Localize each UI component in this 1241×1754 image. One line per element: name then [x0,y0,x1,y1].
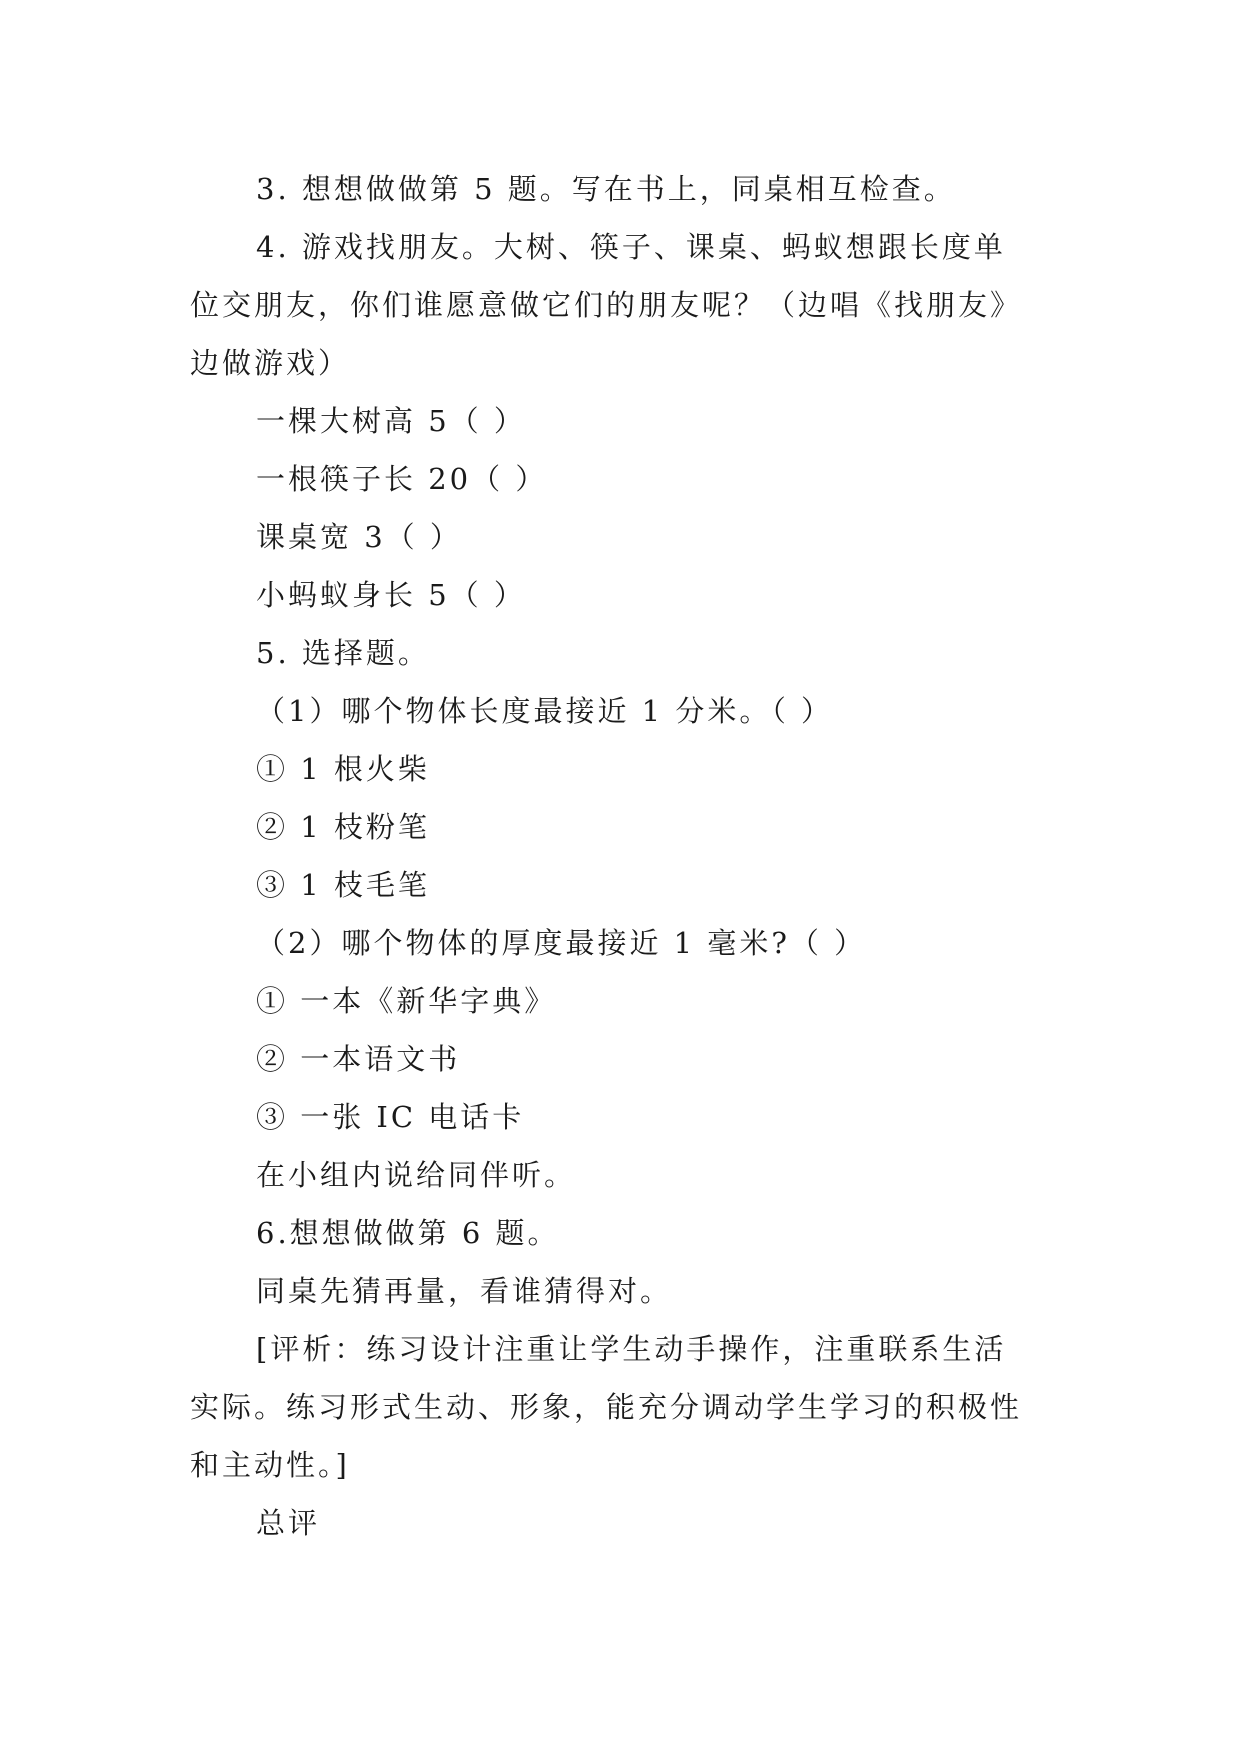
text-line: 6.想想做做第 6 题。 [256,1216,560,1250]
text-line: ① 1 根火柴 [256,752,430,786]
text-line: 在小组内说给同伴听。 [256,1158,577,1192]
text-line: ② 1 枝粉笔 [256,810,430,844]
text-line: （2）哪个物体的厚度最接近 1 毫米?（ ） [256,926,867,960]
text-line: 位交朋友，你们谁愿意做它们的朋友呢？（边唱《找朋友》 [190,288,1023,322]
text-line: ③ 一张 IC 电话卡 [256,1100,525,1134]
text-line: 实际。练习形式生动、形象，能充分调动学生学习的积极性 [190,1390,1023,1424]
text-line: 边做游戏） [190,346,351,380]
text-line: ① 一本《新华字典》 [256,984,557,1018]
text-line: 4. 游戏找朋友。大树、筷子、课桌、蚂蚁想跟长度单 [256,230,1006,264]
document-body [190,160,1050,1552]
text-line: ③ 1 枝毛笔 [256,868,430,902]
text-line: ② 一本语文书 [256,1042,461,1076]
text-line: 课桌宽 3（ ） [256,520,462,554]
text-line: 5. 选择题。 [256,636,430,670]
text-line: 小蚂蚁身长 5（ ） [256,578,526,612]
text-line: 同桌先猜再量，看谁猜得对。 [256,1274,673,1308]
text-line: 3. 想想做做第 5 题。写在书上，同桌相互检查。 [256,172,956,206]
text-line: 总评 [256,1506,321,1540]
text-line: 一棵大树高 5（ ） [256,404,526,438]
text-line: 一根筷子长 20（ ） [256,462,548,496]
text-line: [评析：练习设计注重让学生动手操作，注重联系生活 [256,1332,1007,1366]
text-line: 和主动性。] [190,1448,350,1482]
text-line: （1）哪个物体长度最接近 1 分米。（ ） [256,694,834,728]
